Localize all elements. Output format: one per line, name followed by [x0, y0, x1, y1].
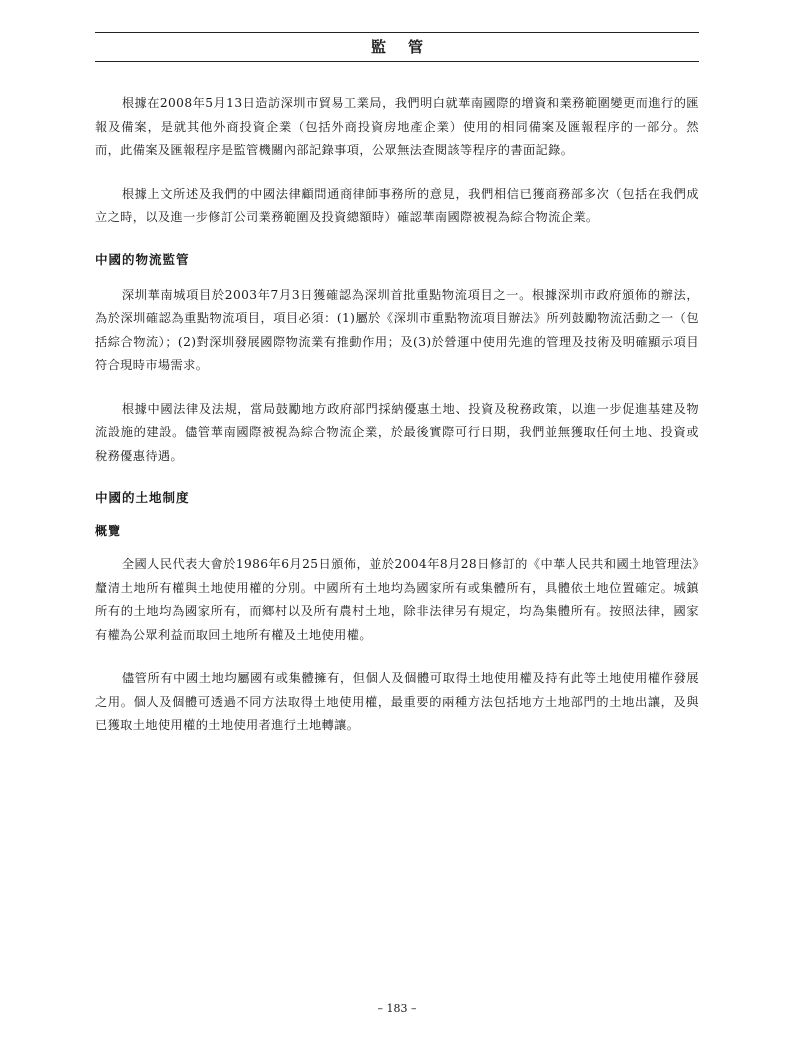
page-header-title: 監管	[370, 38, 445, 56]
header-top-rule	[95, 32, 699, 33]
paragraph-filing-procedure: 根據在2008年5月13日造訪深圳市貿易工業局，我們明白就華南國際的增資和業務範圍變更而進行的匯報及備案，是就其他外商投資企業（包括外商投資房地產企業）使用的相同備案及匯報程序的一部分。然而，此備案及匯報程序是監管機關內部記錄事項，公眾無法查閱該等程序的書面記錄。	[95, 96, 699, 157]
paragraph-logistics-enterprise-confirmation: 根據上文所述及我們的中國法律顧問通商律師事務所的意見，我們相信已獲商務部多次（包括在我們成立之時，以及進一步修訂公司業務範圍及投資總額時）確認華南國際被視為綜合物流企業。	[95, 186, 699, 224]
subsection-heading-overview: 概覽	[95, 524, 122, 538]
section-heading-logistics-regulation: 中國的物流監管	[95, 251, 190, 267]
paragraph-preferential-policies: 根據中國法律及法規，當局鼓勵地方政府部門採納優惠土地、投資及稅務政策，以進一步促進基建及物流設施的建設。儘管華南國際被視為綜合物流企業，於最後實際可行日期，我們並無獲取任何土地、投資或稅務優惠待遇。	[95, 401, 699, 463]
section-heading-land-system: 中國的土地制度	[95, 490, 190, 505]
header-bottom-rule	[95, 61, 699, 62]
page-number: – 183 –	[377, 1002, 417, 1015]
paragraph-land-use-rights: 儘管所有中國土地均屬國有或集體擁有，但個人及個體可取得土地使用權及持有此等土地使用權作發展之用。個人及個體可透過不同方法取得土地使用權，最重要的兩種方法包括地方土地部門的土地出讓，及與已獲取土地使用權的土地使用者進行土地轉讓。	[95, 671, 699, 732]
paragraph-land-administration-law: 全國人民代表大會於1986年6月25日頒佈，並於2004年8月28日修訂的《中華人民共和國土地管理法》釐清土地所有權與土地使用權的分別。中國所有土地均為國家所有或集體所有，具體依土地位置確定。城鎮所有的土地均為國家所有，而鄉村以及所有農村土地，除非法律另有規定，均為集體所有。按照法律，國家有權為公眾利益而取回土地所有權及土地使用權。	[95, 557, 699, 642]
paragraph-key-logistics-project: 深圳華南城項目於2003年7月3日獲確認為深圳首批重點物流項目之一。根據深圳市政府頒佈的辦法，為於深圳確認為重點物流項目，項目必須：(1)屬於《深圳市重點物流項目辦法》所列鼓勵物流活動之一（包括綜合物流）；(2)對深圳發展國際物流業有推動作用；及(3)於營運中使用先進的管理及技術及明確顯示項目符合現時市場需求。	[95, 287, 699, 372]
document-body	[95, 92, 699, 758]
